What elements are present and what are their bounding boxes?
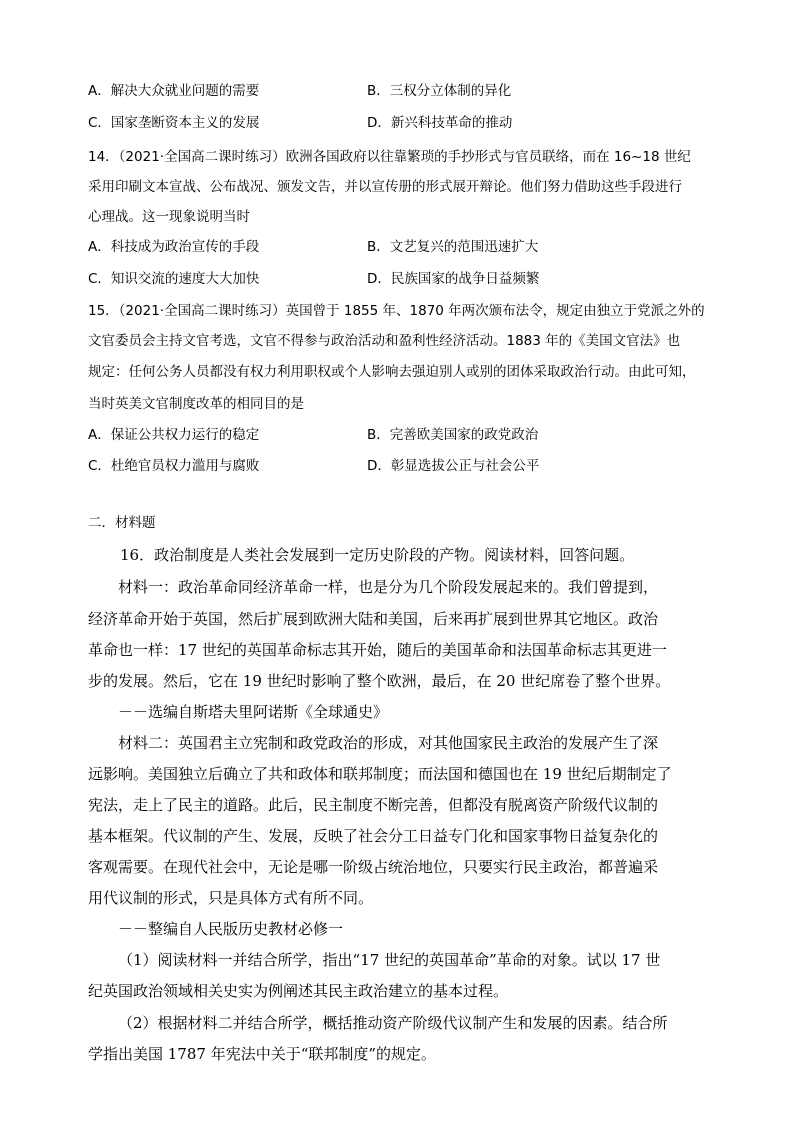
q15-stem-line-1: 15．（2021·全国高二课时练习）英国曾于 1855 年、1870 年两次颁布法令，规定由独立于党派之外的: [88, 303, 705, 319]
material1-line-3: 革命也一样：17 世纪的英国革命标志其开始，随后的美国革命和法国革命标志其更进一: [88, 641, 667, 659]
q15-stem-line-4: 当时英美文官制度改革的相同目的是: [88, 396, 304, 412]
q15-option-d: D．彰显选拔公正与社会公平: [367, 458, 540, 474]
q14-option-a: A．科技成为政治宣传的手段: [88, 239, 260, 255]
question1-line-2: 纪英国政治领域相关史实为例阐述其民主政治建立的基本过程。: [88, 982, 509, 1000]
q14-option-d: D．民族国家的战争日益频繁: [367, 271, 540, 287]
q14-option-c: C．知识交流的速度大大加快: [88, 271, 260, 287]
material1-line-1: 材料一：政治革命同经济革命一样，也是分为几个阶段发展起来的。我们曾提到，: [118, 578, 659, 596]
q15-stem-line-2: 文官委员会主持文官考选，文官不得参与政治活动和盈利性经济活动。1883 年的《美国文官法》也: [88, 333, 681, 349]
q13-option-c: C．国家垄断资本主义的发展: [88, 115, 260, 131]
question2-line-1: （2）根据材料二并结合所学，概括推动资产阶级代议制产生和发展的因素。结合所: [118, 1014, 668, 1032]
material2-source: －－整编自人民版历史教材必修一: [118, 920, 344, 938]
question2-line-2: 学指出美国 1787 年宪法中关于“联邦制度”的规定。: [88, 1045, 437, 1063]
section-title: 二．材料题: [88, 515, 156, 531]
q13-option-b: B．三权分立体制的异化: [367, 83, 512, 99]
material2-line-2: 远影响。美国独立后确立了共和政体和联邦制度；而法国和德国也在 19 世纪后期制定了: [88, 765, 672, 783]
material2-line-3: 宪法，走上了民主的道路。此后，民主制度不断完善，但都没有脱离资产阶级代议制的: [88, 796, 659, 814]
q15-stem-line-3: 规定：任何公务人员都没有权力利用职权或个人影响去强迫别人或别的团体采取政治行动。由此可知，: [88, 364, 696, 380]
q14-stem-line-2: 采用印刷文本宣战、公布战况、颁发文告，并以宣传册的形式展开辩论。他们努力借助这些手段进行: [88, 179, 682, 195]
material1-line-4: 步的发展。然后，它在 19 世纪时影响了整个欧洲，最后，在 20 世纪席卷了整个世界。: [88, 672, 671, 690]
question1-line-1: （1）阅读材料一并结合所学，指出“17 世纪的英国革命”革命的对象。试以 17 世: [118, 951, 661, 969]
q15-option-b: B．完善欧美国家的政党政治: [367, 427, 539, 443]
q14-stem-line-1: 14．（2021·全国高二课时练习）欧洲各国政府以往靠繁琐的手抄形式与官员联络，而在 16~18 世纪: [88, 149, 691, 165]
q15-option-a: A．保证公共权力运行的稳定: [88, 427, 260, 443]
material2-line-1: 材料二：英国君主立宪制和政党政治的形成，对其他国家民主政治的发展产生了深: [118, 734, 659, 752]
q15-option-c: C．杜绝官员权力滥用与腐败: [88, 458, 260, 474]
q13-option-a: A．解决大众就业问题的需要: [88, 83, 260, 99]
q16-intro: 16．政治制度是人类社会发展到一定历史阶段的产物。阅读材料，回答问题。: [120, 546, 635, 564]
material2-line-4: 基本框架。代议制的产生、发展，反映了社会分工日益专门化和国家事物日益复杂化的: [88, 827, 659, 845]
material1-line-2: 经济革命开始于英国，然后扩展到欧洲大陆和美国，后来再扩展到世界其它地区。政治: [88, 610, 659, 628]
material2-line-6: 用代议制的形式，只是具体方式有所不同。: [88, 889, 374, 907]
q13-option-d: D．新兴科技革命的推动: [367, 115, 513, 131]
q14-option-b: B．文艺复兴的范围迅速扩大: [367, 239, 539, 255]
q14-stem-line-3: 心理战。这一现象说明当时: [88, 209, 250, 225]
material2-line-5: 客观需要。在现代社会中，无论是哪一阶级占统治地位，只要实行民主政治，都普遍采: [88, 858, 659, 876]
material1-source: －－选编自斯塔夫里阿诺斯《全球通史》: [118, 703, 389, 721]
